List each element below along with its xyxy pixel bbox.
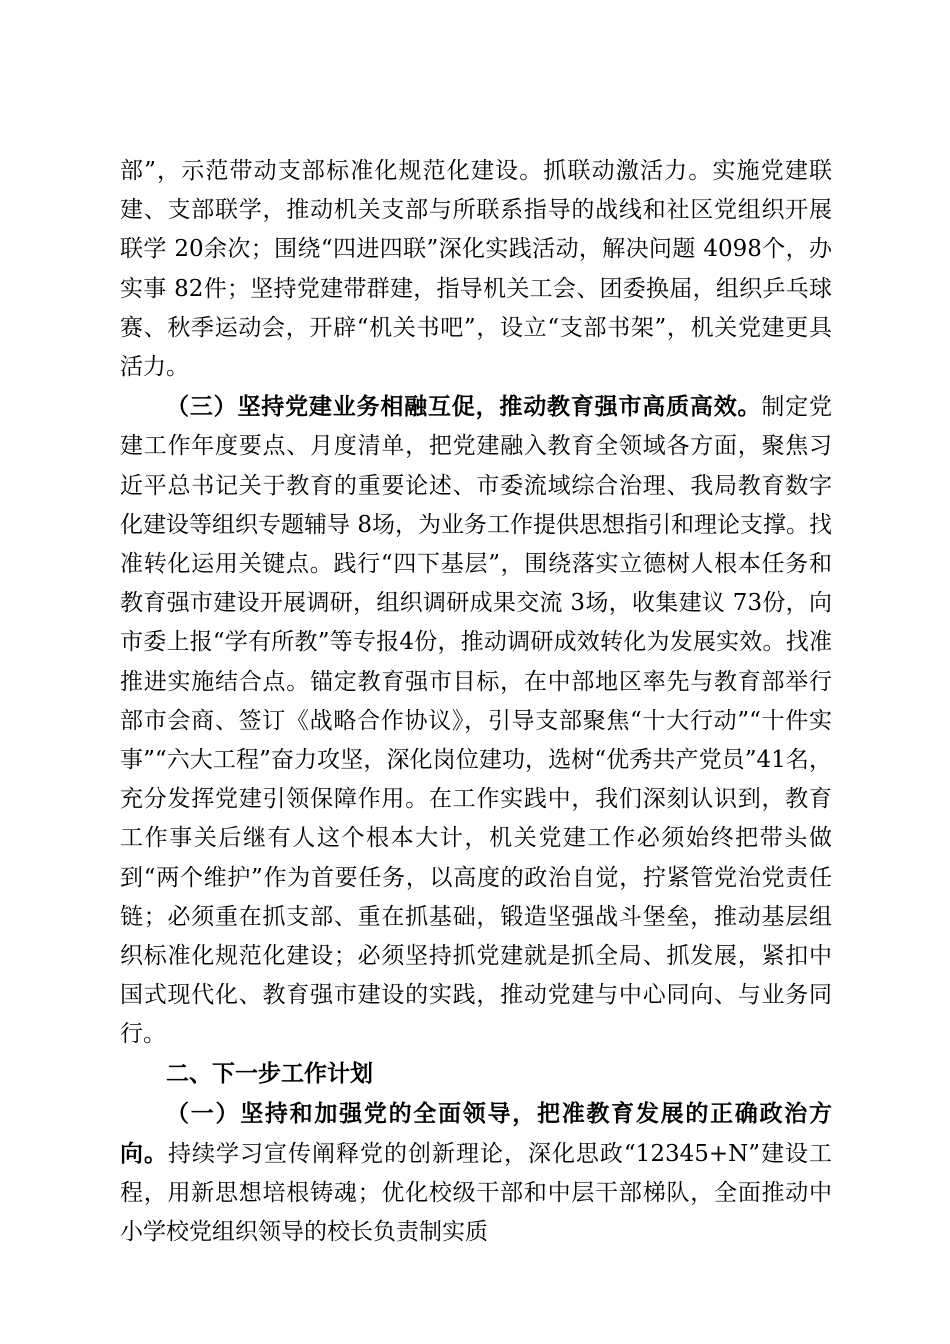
section-three-paragraph <box>120 387 832 1054</box>
section-one-paragraph <box>120 1094 832 1253</box>
part-two-heading: 二、下一步工作计划 <box>166 1060 373 1087</box>
section-three-heading: （三）坚持党建业务相融互促，推动教育强市高质高效。 <box>166 393 762 421</box>
section-three-body: 制定党建工作年度要点、月度清单，把党建融入教育全领域各方面，聚焦习近平总书记关于教育的重要论述、市委流域综合治理、我局教育数字化建设等组织专题辅导 8场，为业务工作提供思想指引和理论支撑。找准转化运用关键点。践行“四下基层”，围绕落实立德树人根本任务和教育强市建设开展调研，组织调研成果交流 3场，收集建议 73份，向市委上报“学有所教”等专报4份，推动调研成效转化为发展实效。找准推进实施结合点。锚定教育强市目标，在中部地区率先与教育部举行部市会商、签订《战略合作协议》，引导支部聚焦“十大行动”“十件实事”“六大工程”奋力攻坚，深化岗位建功，选树“优秀共产党员”41名，充分发挥党建引领保障作用。在工作实践中，我们深刻认识到，教育工作事关后继有人这个根本大计，机关党建工作必须始终把带头做到“两个维护”作为首要任务，以高度的政治自觉，拧紧管党治党责任链；必须重在抓支部、重在抓基础，锻造坚强战斗堡垒，推动基层组织标准化规范化建设；必须坚持抓党建就是抓全局、抓发展，紧扣中国式现代化、教育强市建设的实践，推动党建与中心同向、与业务同行。 <box>120 394 833 1048</box>
document-body <box>120 152 832 1253</box>
section-one-heading: （一）坚持和加强党的全面领导，把准教育发展的正确政治方向。 <box>120 1099 832 1168</box>
paragraph-strengthen-branch: 部”，示范带动支部标准化规范化建设。抓联动激活力。实施党建联建、支部联学，推动机关支部与所联系指导的战线和社区党组织开展联学 20余次；围绕“四进四联”深化实践活动，解决问题 4098个，办实事 82件；坚持党建带群建，指导机关工会、团委换届，组织乒乓球赛、秋季运动会，开辟“机关书吧”，设立“支部书架”，机关党建更具活力。 <box>120 158 832 381</box>
section-one-body: 持续学习宣传阐释党的创新理论，深化思政“12345+N”建设工程，用新思想培根铸魂；优化校级干部和中层干部梯队，全面推动中小学校党组织领导的校长负责制实质 <box>120 1141 832 1246</box>
